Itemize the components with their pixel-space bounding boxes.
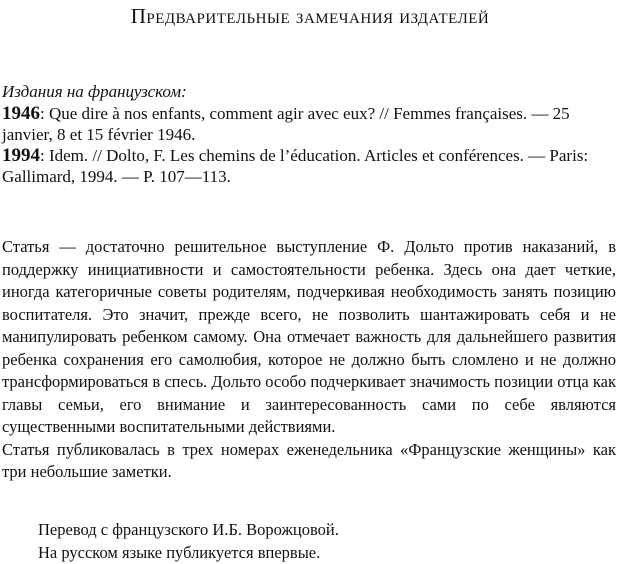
translation-credits [38, 518, 339, 564]
edition-year: 1946 [2, 103, 40, 124]
first-publication-note: На русском языке публикуется впервые. [38, 543, 321, 562]
edition-year: 1994 [2, 145, 40, 166]
edition-citation: : Idem. // Dolto, F. Les chemins de l’éducation. Articles et conférences. — Paris: Gallimard, 1994. — P. 107—113. [2, 146, 589, 186]
edition-entry-1946 [2, 103, 618, 145]
french-editions-section [2, 81, 618, 187]
article-description [2, 236, 616, 484]
page-heading: Предварительные замечания издателей [130, 4, 490, 28]
translator-credit: Перевод с французского И.Б. Ворожцовой. [38, 520, 339, 539]
edition-citation: : Que dire à nos enfants, comment agir avec eux? // Femmes françaises. — 25 janvier, 8 et 15 février 1946. [2, 104, 570, 144]
editions-label: Издания на французском: [2, 82, 187, 101]
edition-entry-1994 [2, 145, 618, 187]
description-paragraph-2: Статья публиковалась в трех номерах еженедельника «Французские женщины» как три небольшие заметки. [2, 439, 616, 481]
description-paragraph-1: Статья — достаточно решительное выступление Ф. Дольто против наказаний, в поддержку инициативности и самостоятельности ребенка. Здесь она дает четкие, иногда категоричные советы родителям, подчеркивая необходимость занять позицию воспитателя. Это значит, прежде всего, не позволить шантажировать себя и не манипулировать ребенком самому. Она отмечает важность для дальнейшего развития ребенка сохранения его самолюбия, которое не должно быть сломлено и не должно трансформироваться в спесь. Дольто особо подчеркивает значимость позиции отца как главы семьи, его внимание и заинтересованность сами по себе являются существенными воспитательными действиями. [2, 237, 616, 436]
